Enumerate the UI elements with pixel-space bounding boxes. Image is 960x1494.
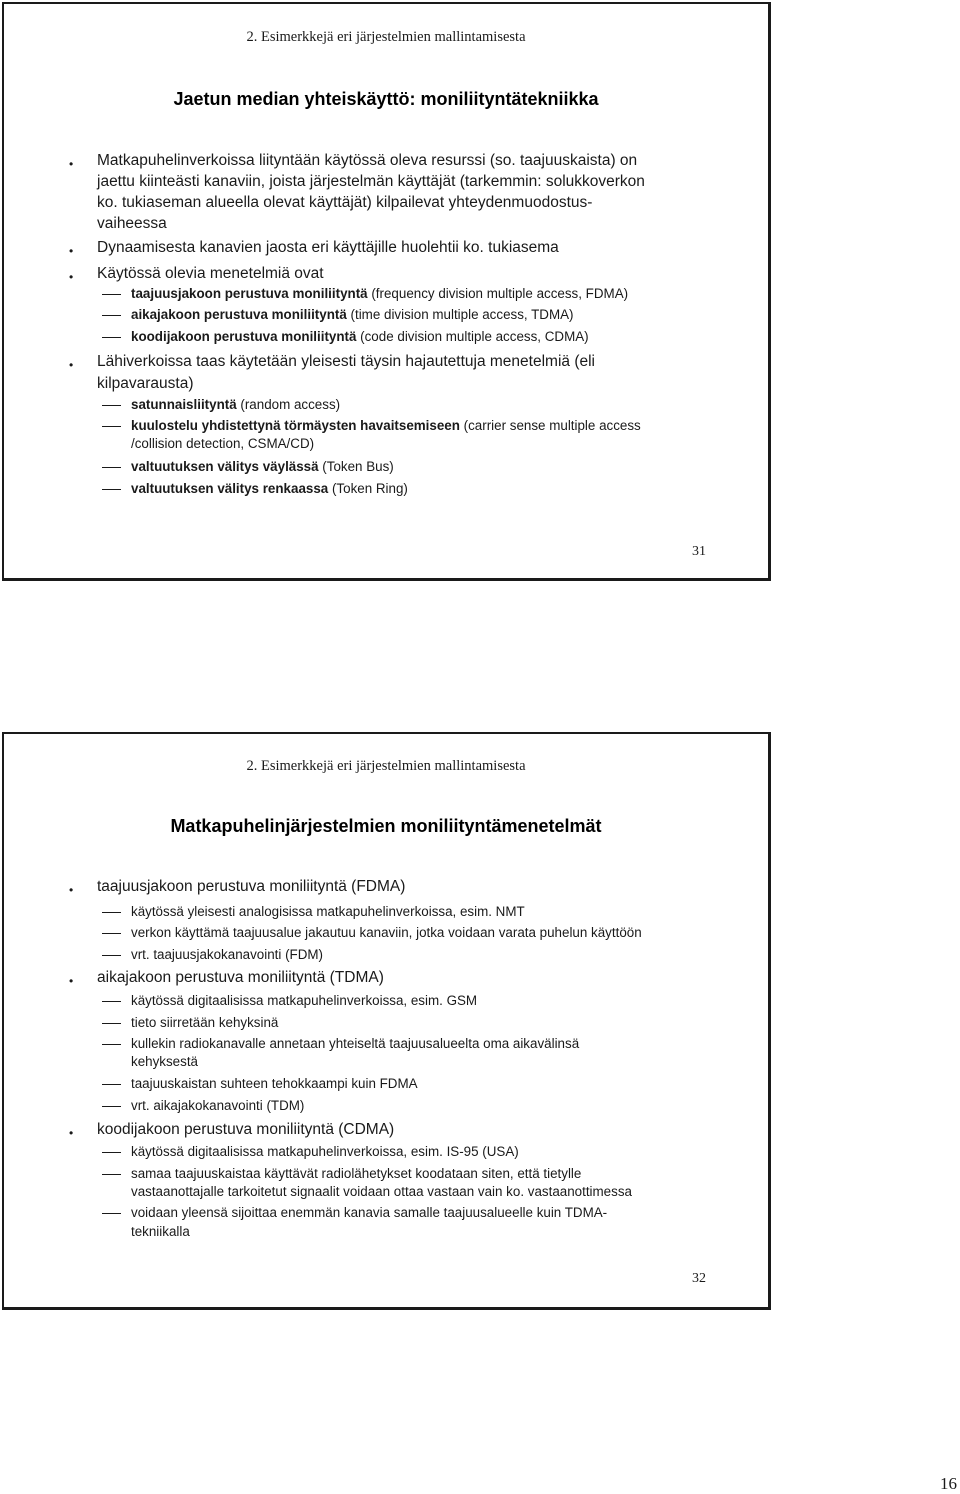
dash-icon (102, 1213, 121, 1214)
dash-icon (102, 1174, 121, 1175)
dash-icon (102, 426, 121, 427)
sub-bullet-text: kuulostelu yhdistettynä törmäysten havaitsemiseen (carrier sense multiple access (131, 418, 641, 433)
bullet-text: Käytössä olevia menetelmiä ovat (97, 265, 324, 282)
bullet-text: vaiheessa (97, 215, 167, 232)
dash-icon (102, 1106, 121, 1107)
page-number: 31 (692, 544, 706, 559)
sub-bullet-text: kehyksestä (131, 1054, 198, 1069)
dash-icon (102, 315, 121, 316)
sub-bullet-text: käytössä yleisesti analogisissa matkapuhelinverkoissa, esim. NMT (131, 904, 525, 919)
bullet-icon: • (69, 1126, 74, 1140)
sub-bullet-text: koodijakoon perustuva moniliityntä (code division multiple access, CDMA) (131, 329, 589, 344)
dash-icon (102, 912, 121, 913)
sub-bullet-text: aikajakoon perustuva moniliityntä (time division multiple access, TDMA) (131, 307, 574, 322)
slide-31 (2, 2, 771, 581)
sub-bullet-text: käytössä digitaalisissa matkapuhelinverkoissa, esim. IS-95 (USA) (131, 1144, 519, 1159)
bullet-icon: • (69, 157, 74, 171)
sub-bullet-text: kullekin radiokanavalle annetaan yhteiseltä taajuusalueelta oma aikavälinsä (131, 1036, 580, 1051)
dash-icon (102, 1084, 121, 1085)
dash-icon (102, 467, 121, 468)
page-number: 32 (692, 1271, 706, 1286)
sub-bullet-text: tekniikalla (131, 1224, 190, 1239)
sub-bullet-text: /collision detection, CSMA/CD) (131, 436, 315, 451)
sub-bullet-text: satunnaisliityntä (random access) (131, 397, 341, 412)
bullet-icon: • (69, 270, 74, 284)
dash-icon (102, 1001, 121, 1002)
sub-bullet-text: verkon käyttämä taajuusalue jakautuu kanaviin, jotka voidaan varata puhelun käyttöön (131, 925, 642, 940)
dash-icon (102, 1023, 121, 1024)
sub-bullet-text: samaa taajuuskaistaa käyttävät radiolähetykset koodataan siten, että tietylle (131, 1166, 582, 1181)
bullet-icon: • (69, 244, 74, 258)
sub-bullet-text: vrt. taajuusjakokanavointi (FDM) (131, 947, 324, 962)
sub-bullet-text: valtuutuksen välitys väylässä (Token Bus) (131, 459, 394, 474)
sub-bullet-text: taajuusjakoon perustuva moniliityntä (frequency division multiple access, FDMA) (131, 286, 629, 301)
bullet-text: Dynaamisesta kanavien jaosta eri käyttäjille huolehtii ko. tukiasema (97, 239, 559, 256)
dash-icon (102, 1152, 121, 1153)
slide-32 (2, 732, 771, 1310)
dash-icon (102, 1044, 121, 1045)
bullet-text: taajuusjakoon perustuva moniliityntä (FDMA) (97, 878, 406, 895)
bullet-text: koodijakoon perustuva moniliityntä (CDMA) (97, 1121, 395, 1138)
sub-bullet-text: vrt. aikajakokanavointi (TDM) (131, 1098, 305, 1113)
sub-bullet-text: vastaanottajalle tarkoitetut signaalit voidaan ottaa vastaan vain ko. vastaanottimessa (131, 1184, 632, 1199)
bullet-text: ko. tukiaseman alueella olevat käyttäjät) kilpailevat yhteydenmuodostus- (97, 194, 593, 211)
sub-bullet-text: käytössä digitaalisissa matkapuhelinverkoissa, esim. GSM (131, 993, 478, 1008)
bullet-text: Matkapuhelinverkoissa liityntään käytössä oleva resurssi (so. taajuuskaista) on (97, 152, 638, 169)
bullet-icon: • (69, 883, 74, 897)
bullet-text: jaettu kiinteästi kanaviin, joista järjestelmän käyttäjät (tarkemmin: solukkoverkon (97, 173, 645, 190)
chapter-header: 2. Esimerkkejä eri järjestelmien mallintamisesta (246, 758, 526, 774)
document-page-number: 16 (940, 1474, 957, 1493)
slide-title: Matkapuhelinjärjestelmien moniliityntämenetelmät (170, 816, 602, 836)
sub-bullet-text: voidaan yleensä sijoittaa enemmän kanavia samalle taajuusalueelle kuin TDMA- (131, 1205, 608, 1220)
bullet-icon: • (69, 974, 74, 988)
sub-bullet-text: taajuuskaistan suhteen tehokkaampi kuin FDMA (131, 1076, 418, 1091)
bullet-icon: • (69, 358, 74, 372)
bullet-text: kilpavarausta) (97, 375, 194, 392)
dash-icon (102, 489, 121, 490)
chapter-header: 2. Esimerkkejä eri järjestelmien mallintamisesta (246, 29, 526, 45)
dash-icon (102, 933, 121, 934)
dash-icon (102, 955, 121, 956)
sub-bullet-text: valtuutuksen välitys renkaassa (Token Ring) (131, 481, 408, 496)
sub-bullet-text: tieto siirretään kehyksinä (131, 1015, 279, 1030)
bullet-text: Lähiverkoissa taas käytetään yleisesti täysin hajautettuja menetelmiä (eli (97, 353, 595, 370)
dash-icon (102, 294, 121, 295)
bullet-text: aikajakoon perustuva moniliityntä (TDMA) (97, 969, 384, 986)
slide-title: Jaetun median yhteiskäyttö: moniliityntätekniikka (173, 89, 599, 109)
dash-icon (102, 405, 121, 406)
dash-icon (102, 337, 121, 338)
